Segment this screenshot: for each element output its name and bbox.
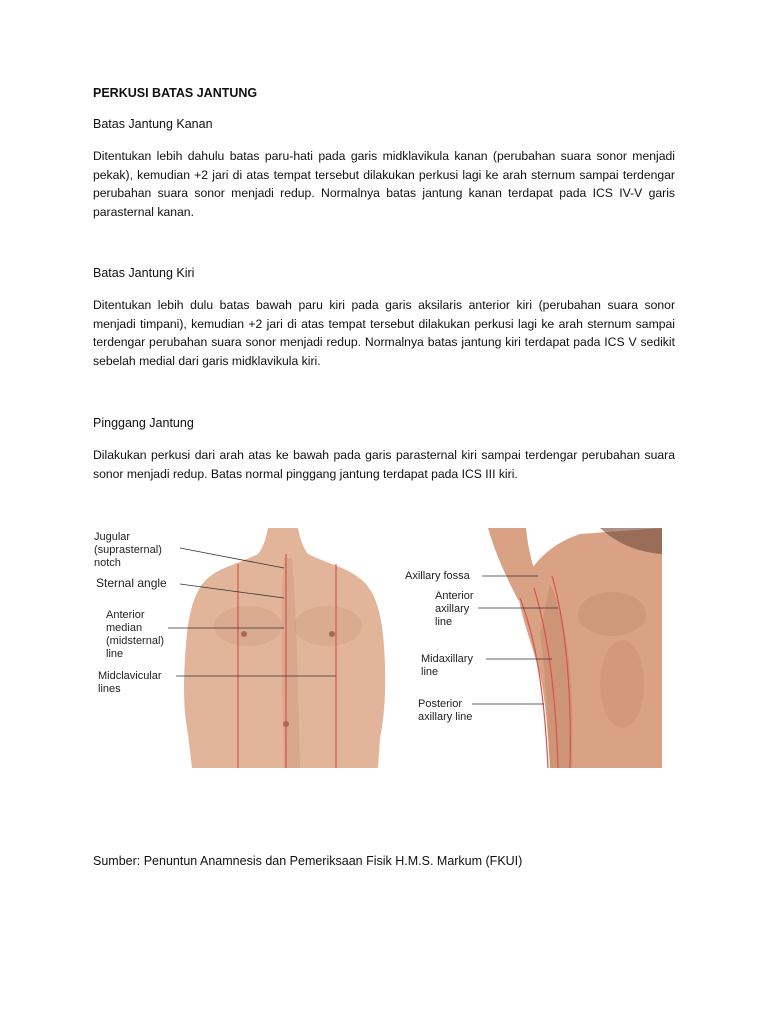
label-posterior-2: axillary line (418, 711, 473, 723)
label-anterior-3: (midsternal) (106, 635, 165, 647)
pectoral-left (214, 606, 282, 646)
anterior-chest-figure (88, 524, 390, 768)
label-anterior-2: axillary (435, 603, 470, 615)
label-jugular-3: notch (94, 557, 121, 569)
document-title: PERKUSI BATAS JANTUNG (93, 86, 258, 100)
label-axillary-fossa: Axillary fossa (405, 570, 470, 582)
section-pinggang (93, 416, 675, 483)
label-jugular-2: (suprasternal) (94, 544, 162, 556)
label-midaxillary-2: line (421, 666, 439, 678)
nipple-right (329, 631, 335, 637)
lateral-chest-figure (400, 524, 662, 768)
label-midaxillary-1: Midaxillary (421, 653, 473, 665)
document-body (93, 86, 675, 481)
section-paragraph: Dilakukan perkusi dari arah atas ke bawah pada garis parasternal kiri sampai terdengar perubahan suara sonor menjadi redup. Batas normal pinggang jantung terdapat pada ICS III kiri. (93, 448, 675, 481)
section-paragraph: Ditentukan lebih dulu batas bawah paru kiri pada garis aksilaris anterior kiri (perubahan suara sonor menjadi timpani), kemudian +2 jari di atas tempat tersebut dilakukan perkusi lagi ke arah sternum sampai terdengar perubahan suara sonor menjadi redup. Normalnya batas jantung kiri terdapat pada ICS V sedikit sebelah medial dari garis midklavikula kiri. (93, 298, 675, 368)
section-paragraph: Ditentukan lebih dahulu batas paru-hati pada garis midklavikula kanan (perubahan suara sonor menjadi pekak), kemudian +2 jari di atas tempat tersebut dilakukan perkusi lagi ke arah sternum sampai terdengar perubahan suara sonor menjadi redup. Normalnya batas jantung kanan terdapat pada ICS IV-V garis parasternal kanan. (93, 149, 675, 219)
label-anterior-3: line (435, 616, 453, 628)
pectoral (578, 592, 646, 636)
section-batas-kanan (93, 117, 675, 221)
label-midclav-2: lines (98, 683, 121, 695)
label-anterior-1: Anterior (435, 590, 474, 602)
torso-shape (518, 528, 662, 768)
label-midclav-1: Midclavicular (98, 670, 162, 682)
section-heading: Batas Jantung Kanan (93, 117, 213, 131)
source-citation: Sumber: Penuntun Anamnesis dan Pemeriksaan Fisik H.M.S. Markum (FKUI) (93, 853, 523, 868)
section-heading: Batas Jantung Kiri (93, 266, 195, 280)
label-posterior-1: Posterior (418, 698, 463, 710)
label-sternal-angle: Sternal angle (96, 576, 167, 590)
nipple-left (241, 631, 247, 637)
label-anterior-2: median (106, 622, 143, 634)
abdomen (600, 640, 644, 728)
label-anterior-1: Anterior (106, 609, 145, 621)
label-anterior-4: line (106, 648, 124, 660)
pectoral-right (294, 606, 362, 646)
label-jugular-1: Jugular (94, 531, 131, 543)
section-batas-kiri (93, 266, 675, 370)
anterior-chest-illustration (88, 524, 390, 768)
section-heading: Pinggang Jantung (93, 416, 194, 430)
lateral-chest-illustration (400, 524, 662, 768)
